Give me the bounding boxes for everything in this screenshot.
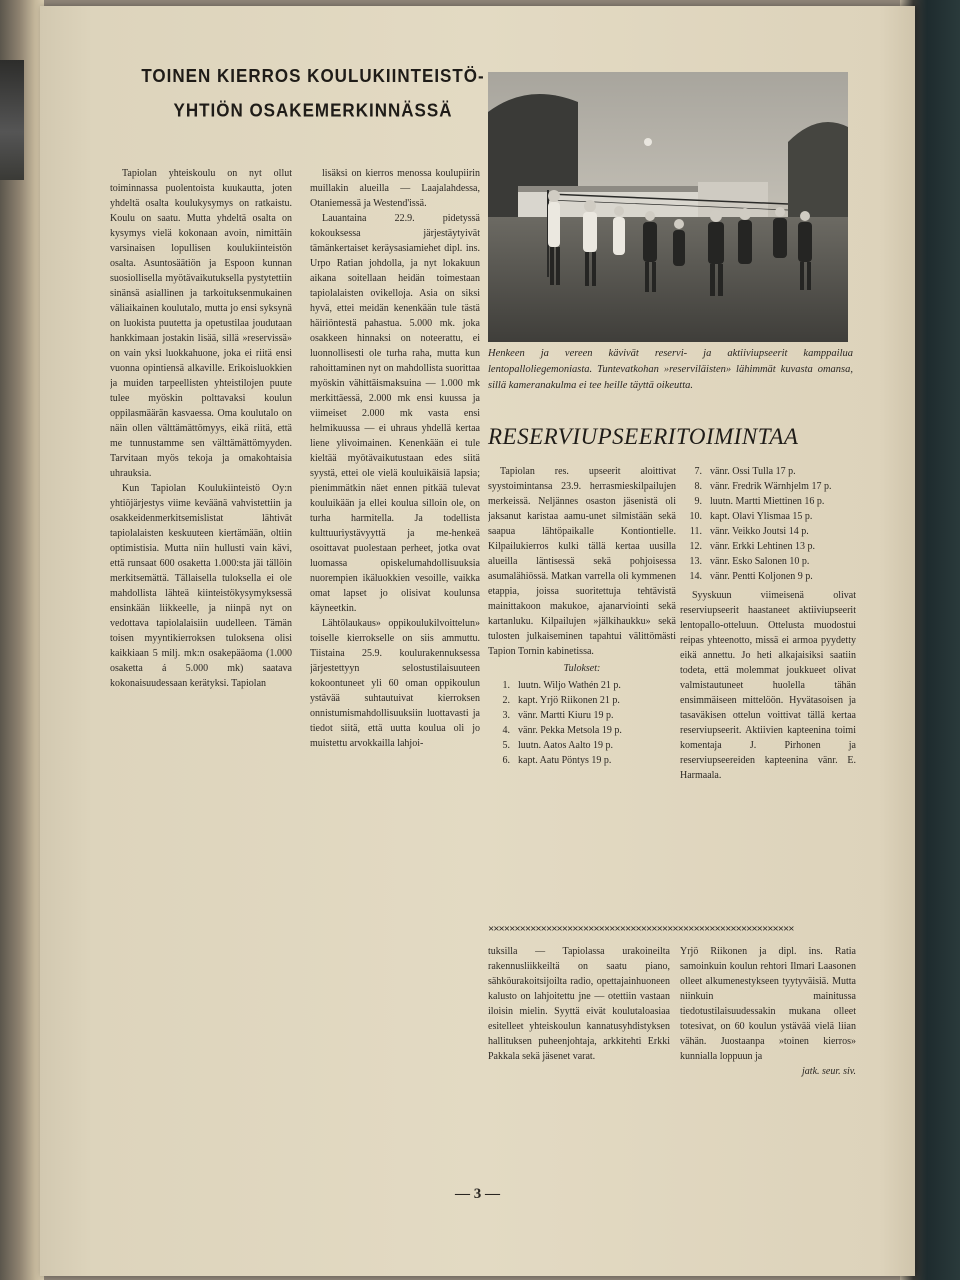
photo-caption: Henkeen ja vereen kävivät reservi- ja aktiiviupseerit kamppailua lentopalloliegemoniasta. Tuntevatkohan »reserviläisten» lähimmät kuvasta omansa, sillä kameranakulma ei tee heille täyttä oikeutta.	[488, 348, 853, 391]
volleyball-report: Syyskuun viimeisenä olivat reserviupseerit haastaneet aktiiviupseerit lentopallo-otteluun. Ottelusta muodostui reipas yhteenotto, missä ei armoa pyydetty eikä annettu. Jo heti alkajaisiksi saatiin todeta, että molemmat joukkueet olivat valmistautuneet huolella tähän ensimmäiseen mittelöön. Hyvätasoisen ja tasaväkisen ottelun voittivat tällä kertaa reserviupseerit. Aktiivien kapteenina toimi komentaja J. Pirhonen ja reserviupseereiden kapteenina vänr. E. Harmaala.	[680, 590, 856, 781]
article-paragraph: Yrjö Riikonen ja dipl. ins. Ratia samoinkuin koulun rehtori Ilmari Laasonen olleet alkumenestykseen tyytyväisiä. Mutta niinkuin mainitussa tiedotustilaisuudessakin mukana olleet totesivat, on 60 koulun ystävää vielä liian vähän. Juostaanpa »toinen kierros» kunnialla loppuun ja	[680, 946, 856, 1062]
article-paragraph: Kun Tapiolan Koulukiinteistö Oy:n yhtiöjärjestys viime keväänä vahvistettiin ja osakkeidenmerkitsemislistat lähtivät tapiolalaisten keskuuteen kiertämään, oltiin optimistisia. Mutta niin hullusti vain kävi, että runsaat 600 osaketta 1.000:sta jäi tällöin merkitsemättä. Tällaisella tuloksella ei ole mahdollista lähteä kiinteistökysymyksessä ensinkään liikkeelle, ja niinpä nyt on vedottava tapiolalaisiin uudelleen. Tämän toisen myyntikierroksen tuloksena olisi kaikkiaan 5 milj. mk:n osakepääoma (1.000 osaketta á 5.000 mk) saatava kokonaisuudessaan kerätyksi. Tapiolan	[110, 483, 292, 689]
results-list-b	[680, 464, 856, 584]
result-row: 5. luutn. Aatos Aalto 19 p.	[502, 740, 613, 751]
result-row: 11. vänr. Veikko Joutsi 14 p.	[689, 526, 809, 537]
article-column-4	[680, 944, 856, 1174]
zigzag-divider: ××××××××××××××××××××××××××××××××××××××××××××××××××××××××××	[488, 924, 794, 934]
reserve-column-2	[680, 464, 856, 920]
reserve-column-1	[488, 464, 676, 914]
article-paragraph: Lähtölaukaus» oppikoulukilvoittelun» toiselle kierrokselle on siis ammuttu. Tiistaina 25.9. koulurakennuksessa järjestettyyn selostustilaisuuteen kokoontuneet yli 60 oman oppikoulun ystävää suhtautuivat kierroksen onnistumismahdollisuuksiin luottavasti ja tiedot siitä, että uutta koulua oli jo muistettu arvokkailla lahjoi-	[310, 618, 480, 749]
headline-line-2: YHTIÖN OSAKEMERKINNÄSSÄ	[173, 100, 453, 121]
article-paragraph: Tapiolan yhteiskoulu on nyt ollut toiminnassa puolentoista kuukautta, joten yhdeltä osalta koulukysymys on ratkaistu. Koulu on saatu. Mutta yhdeltä osalta on kysymys vielä kokonaan avoin, nimittäin varsinaisen lopullisen koulukiinteistön osalta. Asuntosäätiön ja Espoon kunnan suosiollisella myötävaikutuksella pystytettiin sinänsä asiallinen ja tarkoituksenmukainen väliaikainen koulutalo, mutta jo ensi syksynä on luokista puutetta ja opetustilaa joudutaan hankkimaan jostakin lisää, sillä »reservissä» on vain yksi luokkahuone, joka ei riitä ensi vuonna opintiensä alkaville. Erikoisluokkien ja muiden tarpeellisten yhteistilojen puute tulee myöskin polttavaksi koulun oppilasmäärän kasvaessa. Oma koulutalo on näin ollen välttämättömyys, eikä riitä, että me tunnustamme sen välttämättömyyden. Tarvitaan myös tekoja ja omakohtaisia uhrauksia.	[110, 168, 292, 479]
left-page-edge	[0, 0, 44, 1280]
section-title: RESERVIUPSEERITOIMINTAA	[488, 424, 799, 449]
volleyball-photo	[488, 72, 848, 342]
result-row: 8. vänr. Fredrik Wärnhjelm 17 p.	[694, 481, 832, 492]
result-row: 7. vänr. Ossi Tulla 17 p.	[694, 466, 796, 477]
article-headline	[138, 59, 488, 128]
continued-note: jatk. seur. siv.	[802, 1066, 856, 1077]
article-column-1	[110, 166, 292, 1172]
headline-line-1: TOINEN KIERROS KOULUKIINTEISTÖ-	[141, 65, 485, 87]
result-row: 6. kapt. Aatu Pöntys 19 p.	[502, 755, 612, 766]
result-row: 3. vänr. Martti Kiuru 19 p.	[502, 710, 614, 721]
adjacent-page-photo	[0, 60, 24, 180]
article-column-2	[310, 166, 480, 1172]
result-row: 2. kapt. Yrjö Riikonen 21 p.	[502, 695, 620, 706]
result-row: 14. vänr. Pentti Koljonen 9 p.	[689, 571, 813, 582]
results-heading: Tulokset:	[563, 663, 601, 674]
magazine-page	[40, 6, 915, 1276]
article-paragraph: Lauantaina 22.9. pidetyssä kokouksessa järjestäytyivät tämänkertaiset keräysasiamiehet dipl. ins. Urpo Ratian johdolla, ja nyt lokakuun aikana soitellaan heidän toimestaan tapiolalaisten ovikelloja. Asia on siksi hyvä, ettei meidän kenenkään tule tästä häiriöntestä pahastua. 5.000 mk. joka osakkeen hinnaksi on noteerattu, ei luonnollisesti ole turha raha, mutta kun rahoittaminen nyt on mahdollista suorittaa myöskin vähittäismaksuina — 1.000 mk merkittäessä, 2.000 mk ensi kuussa ja viimeiset 2.000 mk vasta ensi helmikuussa — ei uhraus yhdellä kertaa liene ylivoimainen. Kenenkään ei tule kieltää myötävaikutustaan edes siitä syystä, ettei ole vielä kouluikäisiä lapsia; pienimmätkin näet ennen pitkää tulevat kouluikään ja ellei koulua silloin ole, on turha harmitella. Ja todellista kulttuuriystävyyttä ja me-henkeä osoittavat puolestaan perheet, jotka ovat luomassa opiskelumahdollisuuksia nuorempien ikäluokkien vesoille, vaikka omat lapset jo olisivat koulunsa käyneetkin.	[310, 213, 480, 614]
article-paragraph: tuksilla — Tapiolassa urakoineilta rakennusliikkeiltä on saatu piano, sähköurakoitsijoilta radio, opettajainhuoneen kalusto on lahjoitettu jne — otettiin vastaan iloisin mielin. Syyttä eivät koulutaloasiaa esitelleet yhteiskoulun kannatusyhdistyksen hallituksen puheenjohtaja, arkkitehti Erkki Pakkala sekä jäsenet varat.	[488, 946, 670, 1062]
result-row: 1. luutn. Wiljo Wathén 21 p.	[502, 680, 621, 691]
result-row: 9. luutn. Martti Miettinen 16 p.	[694, 496, 825, 507]
result-row: 10. kapt. Olavi Ylismaa 15 p.	[689, 511, 813, 522]
result-row: 12. vänr. Erkki Lehtinen 13 p.	[689, 541, 815, 552]
article-column-3	[488, 944, 670, 1174]
result-row: 4. vänr. Pekka Metsola 19 p.	[502, 725, 622, 736]
results-list-a	[488, 678, 676, 768]
article-paragraph: lisäksi on kierros menossa koulupiirin muillakin alueilla — Laajalahdessa, Otaniemessä ja Westend'issä.	[310, 168, 480, 209]
reserve-intro: Tapiolan res. upseerit aloittivat syystoimintansa 23.9. herrasmieskilpailujen merkeissä. Neljännes osaston jäsenistä oli jaksanut karistaa aamu-unet silmistään sekä saapua lähtöpaikalle Kontiontielle. Kilpailukierros kulki tällä kertaa uusilla alueilla läntisessä sekä pohjoisessa asumalähiössä. Matkan varrella oli kymmenen etappia, joissa suoritettuja tehtävistä mainittakoon makukoe, ajanarviointi sekä kartanluku. Kilpailujen »jälkihaukku» sekä tulosten julkaiseminen tapahtui välittömästi Tapion Tornin kabinetissa.	[488, 466, 676, 657]
result-row: 13. vänr. Esko Salonen 10 p.	[689, 556, 810, 567]
page-number: — 3 —	[455, 1186, 500, 1202]
